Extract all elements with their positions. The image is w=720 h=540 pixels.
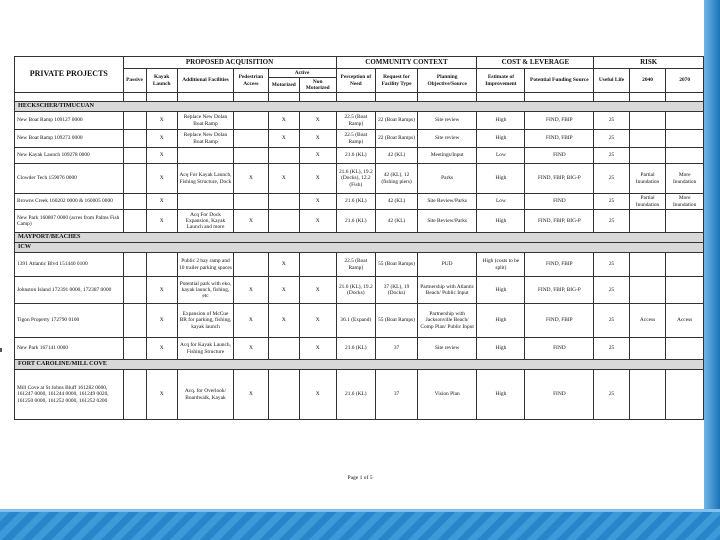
cell-kayak-launch: X [146,164,177,194]
cell-2070 [666,277,704,304]
page-number: Page 1 of 5 [347,475,373,481]
cell-non-motorized [299,253,336,277]
cell-project-name: Browns Creek 160202 0000 & 160005 0000 [15,194,124,210]
cell-perception-of-need: 22.5 (Boat Ramp) [336,112,376,130]
cell-perception-of-need: 21.6 (KL) [336,148,376,164]
table-row [15,112,704,130]
cell-estimate-improvement: High [477,164,525,194]
header-active: Active [268,69,336,78]
header-community-context: COMMUNITY CONTEXT [336,57,477,69]
cell-request-facility-type: 37 (KL), 19 (Docks) [376,277,418,304]
cell-2040 [629,148,666,164]
cell-additional-facilities [177,148,233,164]
cell-motorized [268,210,299,233]
cell-non-motorized: X [299,164,336,194]
cell-kayak-launch: X [146,210,177,233]
cell-pedestrian-access [234,253,268,277]
table-row [15,164,704,194]
cell-2040: Partial Inundation [629,194,666,210]
spacer-row [15,93,704,102]
cell-passive [123,112,146,130]
cell-request-facility-type: 42 (KL) [376,148,418,164]
slide-right-bar [704,0,720,515]
cell-estimate-improvement: High [477,338,525,360]
cell-request-facility-type: 55 (Boat Ramps) [376,304,418,338]
cell-motorized [268,194,299,210]
cell-pedestrian-access: X [234,164,268,194]
cell-kayak-launch: X [146,148,177,164]
header-estimate-improvement: Estimate of Improvement [477,69,525,93]
table-row [15,148,704,164]
cell-planning-objective: Partnership with Jacksonville Beach/ Comp Plan/ Public Input [417,304,477,338]
cell-passive [123,210,146,233]
document-page [14,56,704,420]
cell-2070 [666,210,704,233]
cell-potential-funding: FIND [525,338,594,360]
cell-passive [123,370,146,420]
cell-2070 [666,148,704,164]
cell-motorized: X [268,304,299,338]
cell-useful-life: 25 [594,164,629,194]
cell-request-facility-type: 55 (Boat Ramps) [376,253,418,277]
cell-passive [123,194,146,210]
header-request-facility-type: Request for Facility Type [376,69,418,93]
section-label: MAYPORT/BEACHES [15,233,704,243]
cell-passive [123,277,146,304]
cell-motorized: X [268,253,299,277]
cell-project-name: New Kayak Launch 109278 0000 [15,148,124,164]
cell-2040 [629,210,666,233]
header-pedestrian-access: Pedestrian Access [234,69,268,93]
header-2070: 2070 [666,69,704,93]
cell-planning-objective: PUD [417,253,477,277]
cell-2040 [629,253,666,277]
cell-motorized: X [268,112,299,130]
cell-estimate-improvement: High [477,370,525,420]
section-icw [15,243,704,253]
cell-potential-funding: FIND [525,194,594,210]
cell-non-motorized: X [299,370,336,420]
cell-potential-funding: FIND, FBIP [525,130,594,148]
cell-pedestrian-access: X [234,210,268,233]
table-row [15,277,704,304]
cell-useful-life: 25 [594,277,629,304]
header-kayak-launch: Kayak Launch [146,69,177,93]
cell-motorized [268,148,299,164]
cell-potential-funding: FIND [525,370,594,420]
cell-non-motorized: X [299,277,336,304]
cell-potential-funding: FIND, FBIP [525,253,594,277]
cell-estimate-improvement: High (costs to be split) [477,253,525,277]
cell-passive [123,130,146,148]
header-additional-facilities: Additional Facilities [177,69,233,93]
cell-additional-facilities: Replace New Dolan Boat Ramp [177,130,233,148]
cell-pedestrian-access: X [234,370,268,420]
section-heckscher [15,102,704,112]
cell-2040: Partial Inundation [629,164,666,194]
cell-2040 [629,277,666,304]
cell-motorized: X [268,277,299,304]
cell-motorized: X [268,164,299,194]
cell-estimate-improvement: Low [477,194,525,210]
header-cost-leverage: COST & LEVERAGE [477,57,594,69]
cell-perception-of-need: 22.5 (Boat Ramp) [336,130,376,148]
cell-passive [123,148,146,164]
slide-left-mark [0,348,2,352]
cell-2070: More Inundation [666,194,704,210]
table-row [15,194,704,210]
header-2040: 2040 [629,69,666,93]
cell-project-name: Tigon Property 172790 0100 [15,304,124,338]
cell-additional-facilities: Acq. for Overlook/ Boardwalk, Kayak [177,370,233,420]
cell-estimate-improvement: High [477,130,525,148]
cell-2070 [666,338,704,360]
cell-perception-of-need: 21.6 (KL) [336,370,376,420]
cell-request-facility-type: 37 [376,338,418,360]
cell-kayak-launch: X [146,338,177,360]
cell-useful-life: 25 [594,338,629,360]
cell-passive [123,304,146,338]
projects-table [14,56,704,420]
cell-request-facility-type: 22 (Boat Ramps) [376,112,418,130]
cell-potential-funding: FIND, FBIP, BIG-P [525,210,594,233]
header-useful-life: Useful Life [594,69,629,93]
cell-non-motorized: X [299,210,336,233]
cell-2070 [666,370,704,420]
cell-project-name: New Park 167141 0000 [15,338,124,360]
cell-request-facility-type: 42 (KL), 12 (fishing piers) [376,164,418,194]
cell-non-motorized: X [299,148,336,164]
cell-planning-objective: Site review [417,130,477,148]
cell-useful-life: 25 [594,253,629,277]
cell-passive [123,164,146,194]
cell-pedestrian-access [234,112,268,130]
section-fort-caroline [15,360,704,370]
cell-2040 [629,338,666,360]
cell-potential-funding: FIND, FBIP [525,304,594,338]
cell-estimate-improvement: High [477,112,525,130]
cell-additional-facilities: Potential park with eko, kayak launch, fishing, etc [177,277,233,304]
cell-estimate-improvement: High [477,277,525,304]
cell-estimate-improvement: High [477,210,525,233]
cell-additional-facilities: Public 2 bay ramp and 10 trailer parking spaces [177,253,233,277]
cell-project-name: Johnston Island 172391 0000, 172387 0000 [15,277,124,304]
cell-perception-of-need: 36.1 (Expand) [336,304,376,338]
cell-planning-objective: Site Review/Parks [417,194,477,210]
cell-planning-objective: Parks [417,164,477,194]
cell-kayak-launch: X [146,194,177,210]
header-motorized: Motorized [268,78,299,93]
cell-pedestrian-access: X [234,277,268,304]
cell-non-motorized: X [299,304,336,338]
cell-2070 [666,130,704,148]
cell-motorized: X [268,130,299,148]
header-row-groups [15,57,704,69]
cell-additional-facilities [177,194,233,210]
cell-planning-objective: Site review [417,338,477,360]
cell-perception-of-need: 21.6 (KL), 19.2 (Docks) [336,277,376,304]
cell-request-facility-type: 37 [376,370,418,420]
cell-perception-of-need: 21.6 (KL) [336,338,376,360]
cell-2070: Access [666,304,704,338]
cell-2040 [629,130,666,148]
table-row [15,338,704,360]
cell-pedestrian-access: X [234,304,268,338]
cell-planning-objective: Site review [417,112,477,130]
cell-planning-objective: Meetings/Input [417,148,477,164]
table-row [15,304,704,338]
cell-kayak-launch: X [146,112,177,130]
section-label: FORT CAROLINE/MILL COVE [15,360,704,370]
cell-additional-facilities: Acq For Kayak Launch, Fishing Structure, Dock [177,164,233,194]
cell-2070 [666,112,704,130]
cell-planning-objective: Vision Plan [417,370,477,420]
cell-2070 [666,253,704,277]
cell-non-motorized: X [299,112,336,130]
cell-useful-life: 25 [594,194,629,210]
cell-useful-life: 25 [594,210,629,233]
cell-pedestrian-access [234,148,268,164]
cell-additional-facilities: Expansion of McCue BR for parking, fishing, kayak launch [177,304,233,338]
cell-useful-life: 25 [594,304,629,338]
section-mayport [15,233,704,243]
cell-project-name: Clowder Tech 159076 0000 [15,164,124,194]
cell-passive [123,253,146,277]
header-proposed-acquisition: PROPOSED ACQUISITION [123,57,336,69]
cell-request-facility-type: 22 (Boat Ramps) [376,130,418,148]
cell-project-name: New Park 160807 0000 (acres from Palms Fish Camp) [15,210,124,233]
cell-estimate-improvement: Low [477,148,525,164]
cell-estimate-improvement: High [477,304,525,338]
cell-perception-of-need: 21.6 (KL) [336,194,376,210]
cell-2070: More Inundation [666,164,704,194]
header-non-motorized: Non Motorized [299,78,336,93]
cell-perception-of-need: 21.6 (KL), 19.2 (Docks), 12.2 (Fish) [336,164,376,194]
slide-bottom-band [0,512,720,540]
cell-project-name: New Boat Ramp 109273 0000 [15,130,124,148]
cell-kayak-launch: X [146,130,177,148]
cell-project-name: New Boat Ramp 109127 0000 [15,112,124,130]
cell-useful-life: 25 [594,130,629,148]
table-row [15,130,704,148]
cell-potential-funding: FIND, FBIP, BIG-P [525,277,594,304]
header-passive: Passive [123,69,146,93]
cell-additional-facilities: Acq For Dock Expansion, Kayak Launch and more [177,210,233,233]
cell-useful-life: 25 [594,112,629,130]
cell-useful-life: 25 [594,148,629,164]
cell-2040 [629,370,666,420]
cell-motorized [268,370,299,420]
cell-kayak-launch: X [146,304,177,338]
header-perception-of-need: Perception of Need [336,69,376,93]
header-planning-objective: Planning Objective/Source [417,69,477,93]
cell-pedestrian-access [234,194,268,210]
cell-pedestrian-access [234,130,268,148]
header-private-projects: PRIVATE PROJECTS [15,57,124,93]
header-risk: RISK [594,57,704,69]
cell-planning-objective: Site Review/Parks [417,210,477,233]
cell-kayak-launch: X [146,370,177,420]
cell-potential-funding: FIND, FBIP, BIG-P [525,164,594,194]
cell-2040 [629,112,666,130]
cell-non-motorized: X [299,194,336,210]
cell-planning-objective: Partnership with Atlantic Beach/ Public Input [417,277,477,304]
cell-passive [123,338,146,360]
cell-pedestrian-access: X [234,338,268,360]
cell-useful-life: 25 [594,370,629,420]
cell-kayak-launch: X [146,277,177,304]
table-row [15,253,704,277]
cell-project-name: Mill Cove at St Johns Bluff 161282 0000, 161247 0000, 161244 0000, 161249 0020, 161250 0000, 161252 0000, 161252 0200 [15,370,124,420]
cell-request-facility-type: 42 (KL) [376,210,418,233]
cell-request-facility-type: 42 (KL) [376,194,418,210]
cell-non-motorized: X [299,130,336,148]
cell-project-name: 1391 Atlantic Blvd 151440 0100 [15,253,124,277]
cell-potential-funding: FIND [525,148,594,164]
section-label: ICW [15,243,704,253]
cell-non-motorized: X [299,338,336,360]
cell-potential-funding: FIND, FBIP [525,112,594,130]
cell-perception-of-need: 21.6 (KL) [336,210,376,233]
cell-additional-facilities: Acq for Kayak Launch, Fishing Structure [177,338,233,360]
header-potential-funding: Potential Funding Source [525,69,594,93]
cell-motorized [268,338,299,360]
cell-perception-of-need: 22.5 (Boat Ramp) [336,253,376,277]
table-row [15,370,704,420]
cell-kayak-launch [146,253,177,277]
cell-additional-facilities: Replace New Dolan Boat Ramp [177,112,233,130]
table-row [15,210,704,233]
cell-2040: Access [629,304,666,338]
section-label: HECKSCHER/TIMUCUAN [15,102,704,112]
